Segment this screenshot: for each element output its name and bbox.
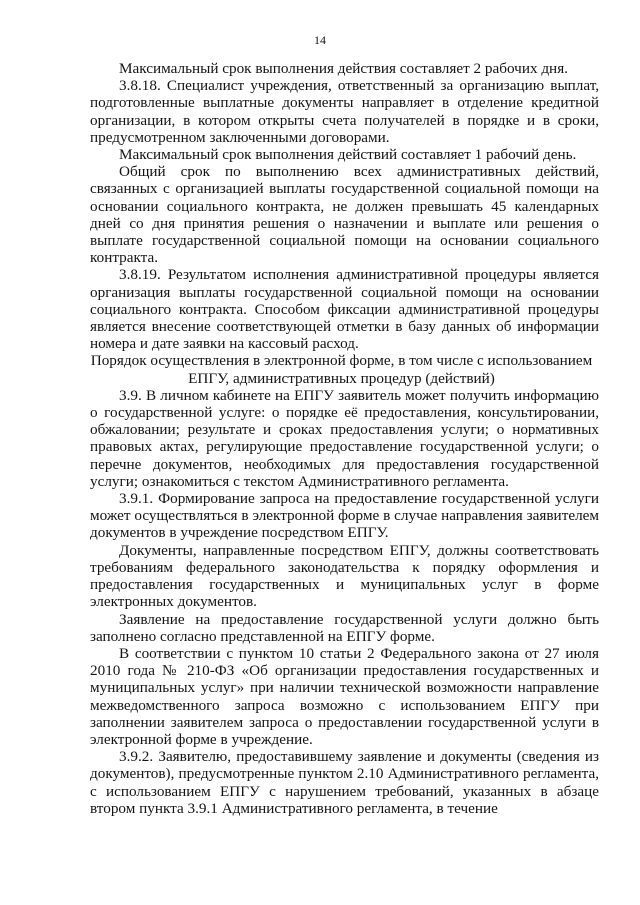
paragraph-federal-law: В соответствии с пунктом 10 статьи 2 Федерального закона от 27 июля 2010 года № 210-ФЗ «Об организации предоставления государственных и муниципальных услуг» при наличии технической возможности направление межведомственного запроса возможно с использованием ЕПГУ при заполнении заявителем запроса о предоставлении государственной услуги в электронной форме в учреждение. bbox=[90, 644, 599, 748]
paragraph-max-term-2-days: Максимальный срок выполнения действия составляет 2 рабочих дня. bbox=[119, 60, 568, 77]
paragraph-documents-epgu: Документы, направленные посредством ЕПГУ, должны соответствовать требованиям федерального законодательства к порядку оформления и предоставления государственных и муниципальных услуг в форме электронных документов. bbox=[90, 541, 599, 611]
paragraph-3-9-1: 3.9.1. Формирование запроса на предоставление государственной услуги может осуществляться в электронной форме в случае направления заявителем документов в учреждение посредством ЕПГУ. bbox=[90, 490, 599, 542]
paragraph-3-8-18: 3.8.18. Специалист учреждения, ответственный за организацию выплат, подготовленные выплатные документы направляет в отделение кредитной организации, в котором открыты счета получателей в порядке и в сроки, предусмотренном заключенными договорами. bbox=[90, 77, 599, 146]
paragraph-3-8-19: 3.8.19. Результатом исполнения административной процедуры является организация выплаты государственной социальной помощи на основании социального контракта. Способом фиксации административной процедуры является внесение соответствующей отметки в базу данных об информации номера и дате заявки на кассовый расход. bbox=[90, 266, 599, 353]
paragraph-3-9: 3.9. В личном кабинете на ЕПГУ заявитель может получить информацию о государственной услуге: о порядке её предоставления, консультировании, обжаловании; результате и сроках предоставления услуги; о нормативных правовых актах, регулирующие предоставление государственной услуги; о перечне документов, необходимых для предоставления государственной услуги; ознакомиться с текстом Административного регламента. bbox=[90, 386, 599, 490]
paragraph-max-term-1-day: Максимальный срок выполнения действий составляет 1 рабочий день. bbox=[119, 146, 577, 164]
paragraph-application-form: Заявление на предоставление государственной услуги должно быть заполнено согласно представленной на ЕПГУ форме. bbox=[90, 610, 599, 645]
document-body bbox=[90, 60, 599, 817]
paragraph-total-term: Общий срок по выполнению всех административных действий, связанных с организацией выплаты государственной социальной помощи на основании социального контракта, не должен превышать 45 календарных дней со дня принятия решения о назначении и выплате или решения о выплате государственной социальной помощи на основании социального контракта. bbox=[90, 163, 599, 267]
page-number: 14 bbox=[314, 33, 326, 47]
paragraph-3-9-2: 3.9.2. Заявителю, предоставившему заявление и документы (сведения из документов), предусмотренные пунктом 2.10 Административного регламента, с использованием ЕПГУ с нарушением требований, указанных в абзаце втором пункта 3.9.1 Административного регламента, в течение bbox=[90, 748, 599, 817]
section-heading: Порядок осуществления в электронной форме, в том числе с использованием ЕПГУ, административных процедур (действий) bbox=[90, 352, 593, 387]
